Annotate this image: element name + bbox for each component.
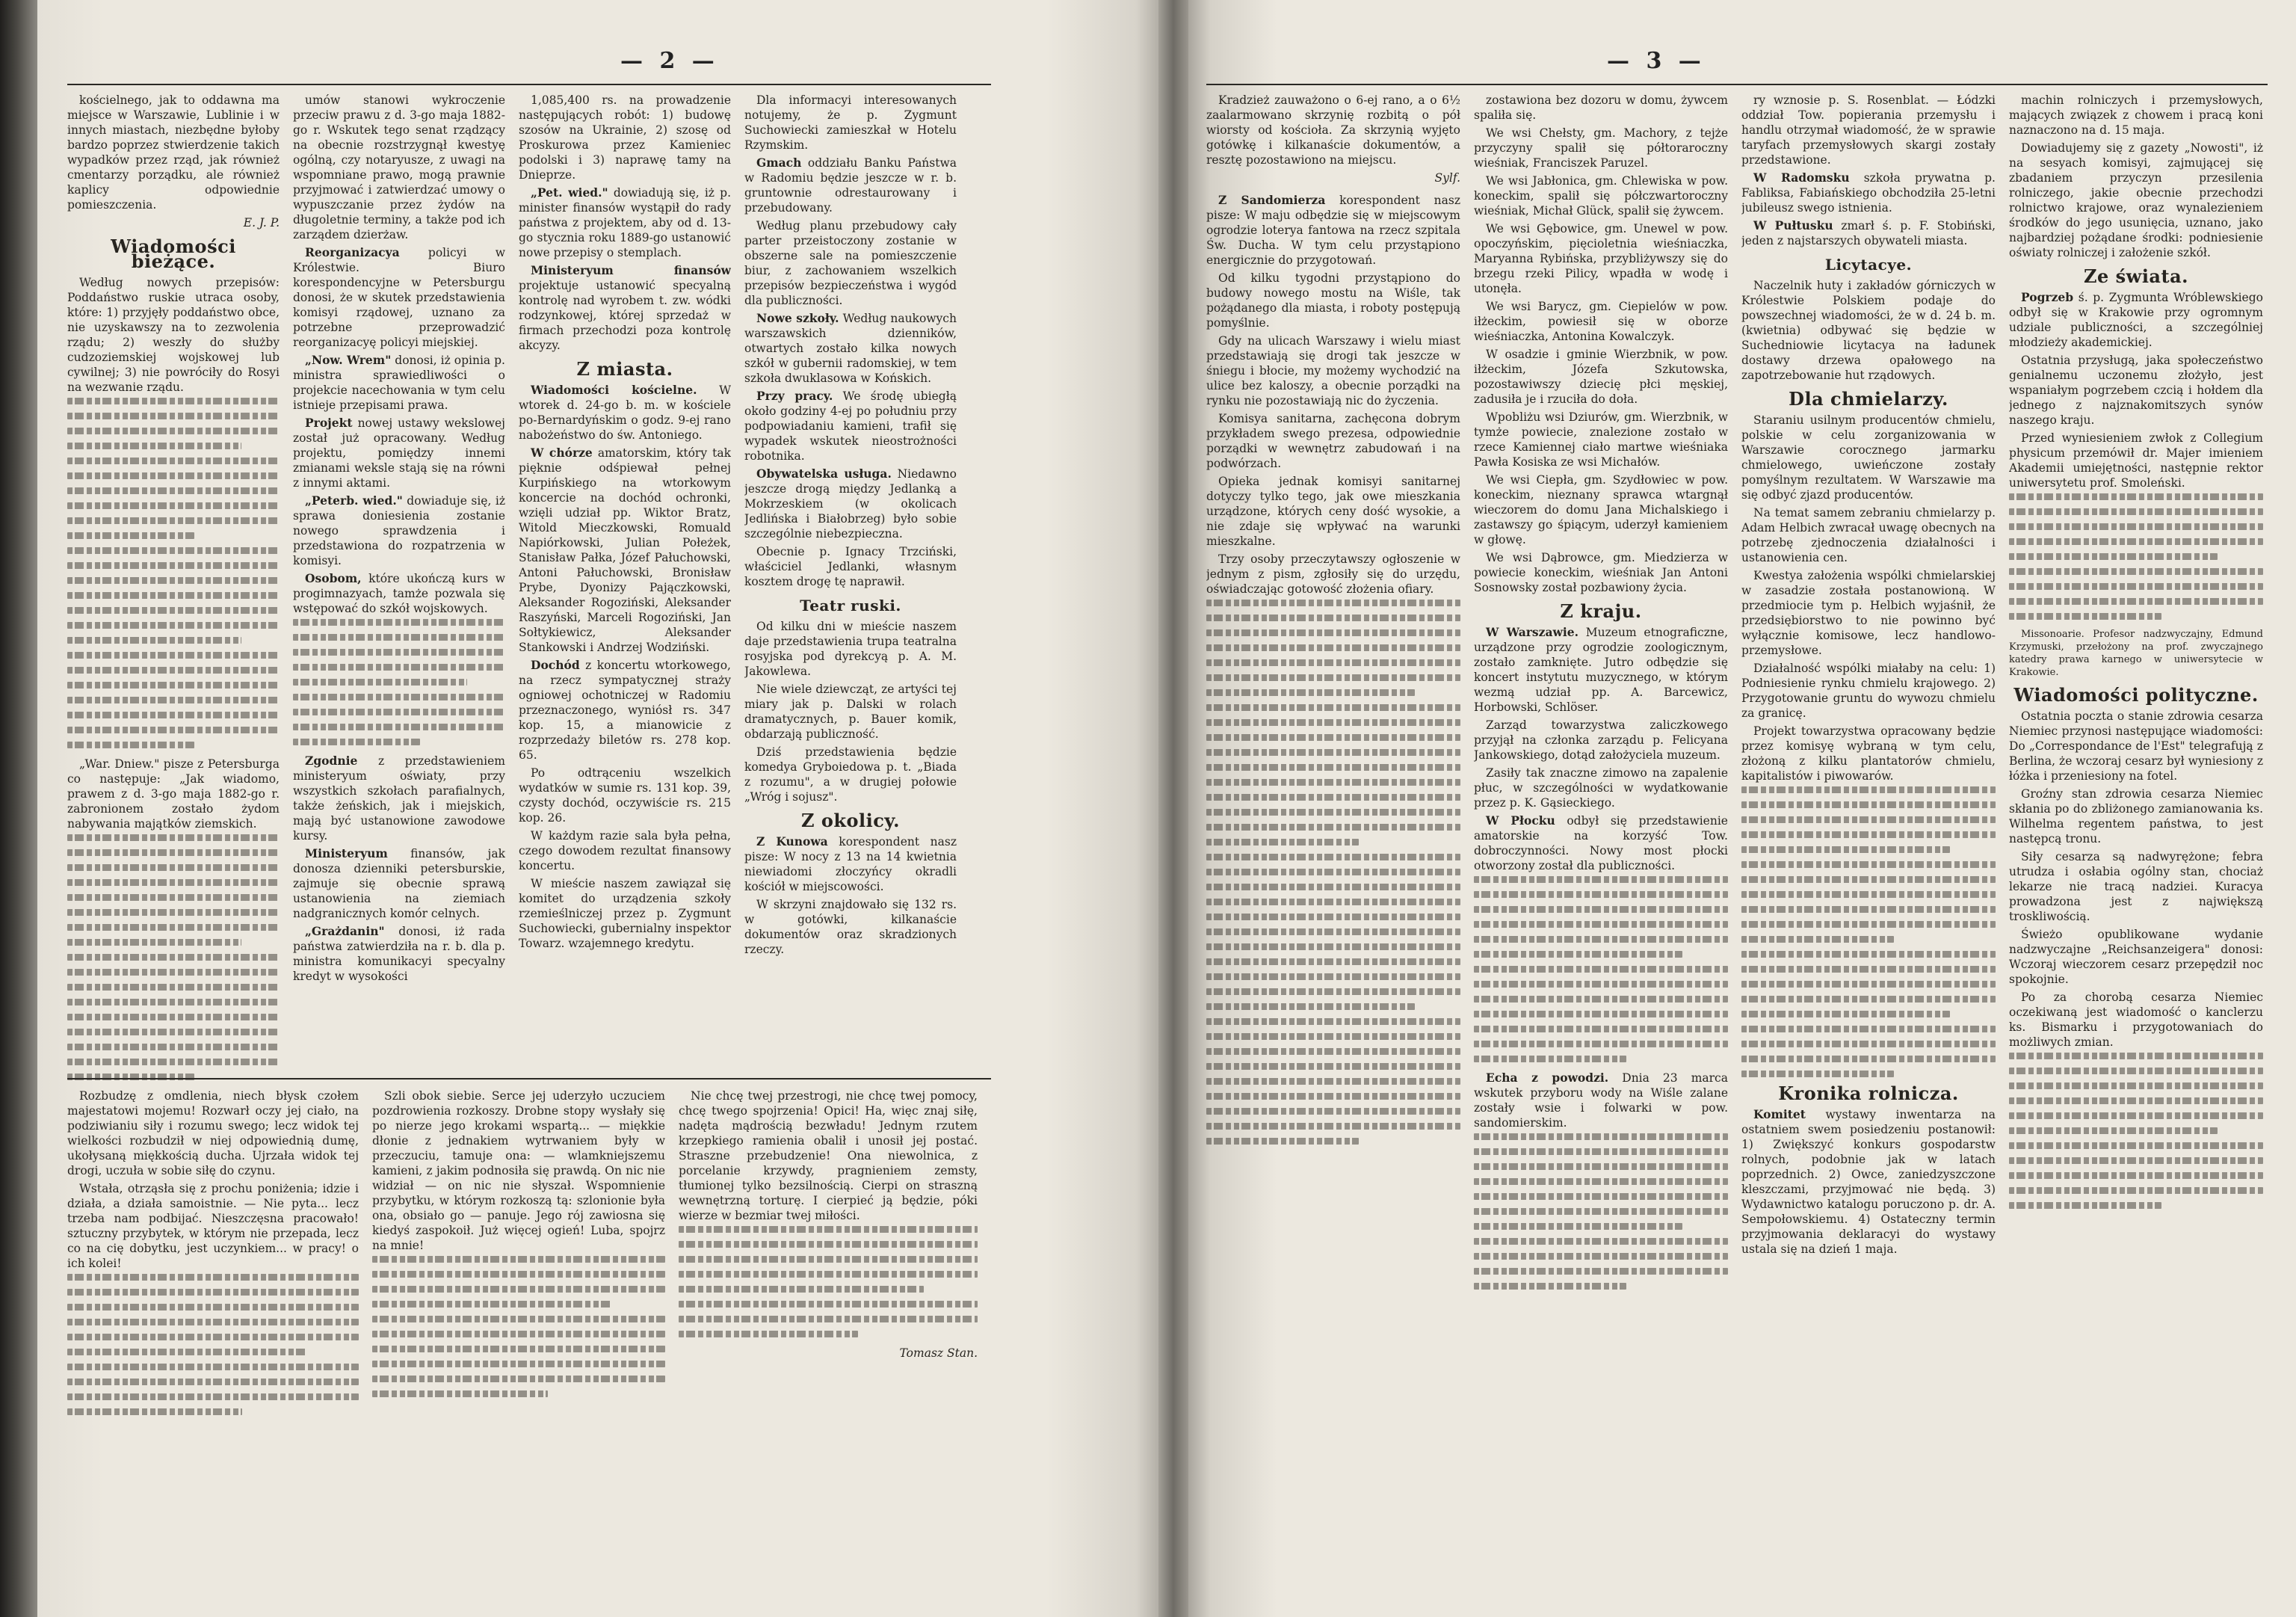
article-text: Po za chorobą cesarza Niemiec oczekiwaną jest wiadomość o kanclerzu ks. Bismarku i przygotowaniach do możliwych zmian. (2009, 991, 2263, 1049)
feuilleton-text: Nie chcę twej przestrogi, nie chcę twej pomocy, chcę twego spojrzenia! Opici! Ha, więc znaj siłę, nadęta mądrością bezwładu! Jednym rzutem krzepkiego ramienia obalił i unosił jej postać. Straszne przebudzenie! Ona niewolnica, z porcelanie krzywdy, pragnieniem zemsty, tłumionej tylko bezsilnością. Cierpi on straszną wewnętrzną torturę. I cierpieć ją będzie, póki wierze w bezmiar twej miłości. (679, 1089, 978, 1222)
feuilleton-column-3 (679, 1088, 978, 1423)
section-heading-licytacye: Licytacye. (1824, 256, 1913, 274)
item-heading: „Pet. wied." (531, 185, 608, 200)
item-heading: Reorganizacya (305, 245, 400, 259)
item-heading: Projekt (305, 416, 353, 430)
article-text: Z Kunowa korespondent nasz pisze: W nocy z 13 na 14 kwietnia niewiadomi złoczyńcy okradli kościół w miejscowości. (744, 834, 957, 893)
article-text: Wiadomości kościelne. W wtorek d. 24-go b. m. w kościele po-Bernardyńskim o godz. 9-ej rano nabożeństwo do św. Antoniego. (519, 383, 731, 442)
left-page (37, 0, 1158, 1617)
section-heading-z-kraju: Z kraju. (1560, 600, 1642, 622)
header-rule-left (67, 84, 991, 85)
article-text: Świeżo opublikowane wydanie nadzwyczajne „Reichsanzeigera" donosi: Wczoraj wieczorem cesarz przepędził noc spokojnie. (2009, 928, 2263, 986)
article-text: machin rolniczych i przemysłowych, mających związek z chowem i pracą koni naznaczono na d. 15 maja. (2009, 93, 2263, 137)
article-text: zostawiona bez dozoru w domu, żywcem spaliła się. (1474, 93, 1728, 122)
left-column-4 (744, 93, 957, 1088)
left-page-columns (67, 93, 957, 1088)
article-text: W osadzie i gminie Wierzbnik, w pow. iłżeckim, Józefa Szkutowska, pozostawiwszy dziecię płci męskiej, zadusiła je i rzuciła do doła. (1474, 348, 1728, 406)
article-text: Z Sandomierza korespondent nasz pisze: W maju odbędzie się w miejscowym ogrodzie loterya fantowa na rzecz szpitala Św. Ducha. W tym celu przystąpiono energicznie do przygotowań. (1206, 193, 1460, 267)
section-heading-z-okolicy: Z okolicy. (801, 810, 900, 831)
right-column-2 (1474, 93, 1728, 1298)
article-text: We wsi Chełsty, gm. Machory, z tejże przyczyny spalił się półtoraroczny wieśniak, Franciszek Paruzel. (1474, 126, 1728, 170)
article-note: Missonoarie. Profesor nadzwyczajny, Edmund Krzymuski, przełożony na prof. zwyczajnego katedry prawa karnego w uniwersytecie w Krakowie. (2009, 629, 2263, 678)
article-text: „Peterb. wied." dowiaduje się, iż sprawa doniesienia zostanie nowego sprawdzenia i przedstawiona do rozpatrzenia w komisyi. (293, 493, 505, 567)
right-page (1188, 0, 2296, 1617)
article-signature: E. J. P. (243, 216, 280, 230)
feuilleton-columns (67, 1088, 978, 1423)
item-heading: Nowe szkoły. (756, 311, 839, 325)
item-heading: W Płocku (1486, 813, 1555, 828)
article-text: Na temat samem zebraniu chmielarzy p. Adam Helbich zwracał uwagę obecnych na potrzebę zjednoczenia działalności i ustanowienia cen. (1741, 506, 1996, 564)
article-text: Komisya sanitarna, zachęcona dobrym przykładem swego prezesa, odpowiednie porządki w wewnętrz zabudowań i na podwórzach. (1206, 412, 1460, 470)
section-heading-kronika-rolnicza: Kronika rolnicza. (1778, 1082, 1959, 1104)
item-heading: Zgodnie (305, 754, 358, 768)
right-column-1 (1206, 93, 1460, 1298)
item-heading: Komitet (1753, 1107, 1806, 1121)
article-text: „Pet. wied." dowiadują się, iż p. minister finansów wystąpił do rady państwa z projektem, aby od d. 13-go stycznia roku 1889-go ustanowić nowe przepisy o stemplach. (519, 185, 731, 259)
article-text: ry wznosie p. S. Rosenblat. — Łódzki oddział Tow. popierania przemysłu i handlu otrzymał wiadomość, że w sprawie taryfach przemysłowych skargi zostały przedstawione. (1741, 93, 1996, 167)
article-text: W Warszawie. Muzeum etnograficzne, urządzone przy ogrodzie zoologicznym, zostało zamknięte. Jutro odbędzie się koncert instytutu muzycznego, w którym wezmą udział pp. A. Barcewicz, Horbowski, Schlöser. (1474, 625, 1728, 714)
article-text: Echa z powodzi. Dnia 23 marca wskutek przyboru wody na Wiśle zalane zostały wsie i folwarki w pow. sandomierskim. (1474, 1071, 1728, 1130)
article-text: Groźny stan zdrowia cesarza Niemiec skłania po do zbliżonego zamianowania ks. Wilhelma regentem państwa, to jest następcą tronu. (2009, 787, 2263, 846)
text-block-placeholder (1741, 786, 1996, 1077)
article-text: Po odtrąceniu wszelkich wydatków w sumie rs. 131 kop. 39, czysty dochód, oczywiście rs. 215 kop. 26. (519, 766, 731, 825)
item-heading: Ministeryum (305, 846, 388, 860)
article-text: kościelnego, jak to oddawna ma miejsce w Warszawie, Lublinie i w innych miastach, niezbędne byłoby bardzo poprzez stwierdzenie takich wypadków przez rząd, jak również cmentarzy porządku, ale również kaplicy odpowiednie pomieszczenia. (67, 93, 280, 212)
feuilleton-text: Rozbudzę z omdlenia, niech błysk czołem majestatowi mojemu! Rozwarł oczy jej ciało, na podziwianiu siły i rozumu swego; lecz widok tej wielkości rozbudził w niej odpowiednią dumę, ukołysaną miękkością ducha. Ujrzała widok tej drogi, uczuła w sobie siłę do czynu. (67, 1089, 359, 1177)
section-heading-z-miasta: Z miasta. (576, 358, 673, 380)
item-heading: W Radomsku (1753, 170, 1850, 185)
item-heading: Pogrzeb (2021, 290, 2074, 304)
article-text: Ministeryum finansów, jak donosza dzienniki petersburskie, zajmuje się obecnie sprawą ustanowienia na ziemiach nadgranicznych komór celnych. (293, 846, 505, 920)
article-text: Ministeryum finansów projektuje ustanowić specyalną kontrolę nad wyrobem t. zw. wódki rodzynkowej, której sprzedaż w firmach przechodzi poza kontrolę akcyzy. (519, 263, 731, 352)
article-text: Przy pracy. We środę ubiegłą około godziny 4-ej po południu przy podpowiadaniu kamieni, trafił się wypadek wskutek nieostrożności robotnika. (744, 389, 957, 463)
section-heading-dla-chmielarzy: Dla chmielarzy. (1789, 388, 1948, 410)
page-number-left: — 2 — (620, 48, 719, 74)
item-heading: Wiadomości kościelne. (531, 383, 697, 397)
right-column-3 (1741, 93, 1996, 1298)
article-text: We wsi Gębowice, gm. Unewel w pow. opoczyńskim, pięcioletnia wieśniaczka, Maryanna Rybińska, przybliżywszy się do brzegu rzeki Pilicy, wpadła w wodę i utonęła. (1474, 222, 1728, 295)
article-text: Komitet wystawy inwentarza na ostatniem swem posiedzeniu postanowił: 1) Zwiększyć konkurs gospodarstw rolnych, podobnie jak w latach poprzednich. 2) Owce, zaniedzyszczone kleszczami, przyjmować nie będą. 3) Wydawnictwo katalogu poruczono p. dr. A. Sempołowskiemu. 4) Ostateczny termin przyjmowania deklaracyi do wystawy ustala się na dzień 1 maja. (1741, 1107, 1996, 1256)
article-text: Gmach oddziału Banku Państwa w Radomiu będzie jeszcze w r. b. gruntownie odrestaurowany i przebudowany. (744, 155, 957, 215)
article-signature: Sylf. (1434, 171, 1460, 185)
text-block-placeholder (679, 1226, 978, 1337)
item-heading: Echa z powodzi. (1486, 1071, 1609, 1085)
item-heading: Obywatelska usługa. (756, 466, 892, 481)
article-text: Trzy osoby przeczytawszy ogłoszenie w jednym z pism, zgłosiły się do urzędu, oświadczając gotowość złożenia ofiary. (1206, 552, 1460, 596)
article-text: Projekt nowej ustawy wekslowej został już opracowany. Według projektu, pomiędzy innemi zmianami weksle stają się na równi z innymi aktami. (293, 416, 505, 490)
section-heading-teatr-ruski: Teatr ruski. (800, 597, 901, 615)
book-gutter (1158, 0, 1188, 1617)
text-block-placeholder (372, 1256, 665, 1397)
article-text: Wpobliżu wsi Dziurów, gm. Wierzbnik, w tymże powiecie, znalezione zostało w rzece Kamiennej ciało martwe wieśniaka Pawła Kosiska ze wsi Michałów. (1474, 410, 1728, 469)
item-heading: „Peterb. wied." (305, 493, 403, 508)
item-heading: Gmach (756, 155, 802, 170)
header-rule-right (1206, 84, 2268, 85)
item-heading: W chórze (531, 446, 593, 460)
article-text: Obecnie p. Ignacy Trzciński, właściciel Jedlanki, własnym kosztem drogę tę naprawił. (744, 545, 957, 588)
text-block-placeholder (293, 619, 505, 745)
page-number-right: — 3 — (1607, 48, 1706, 74)
feuilleton-text: Szli obok siebie. Serce jej uderzyło uczuciem pozdrowienia rozkoszy. Drobne stopy wysłały się po nierze jego krokami wspartą... — miękkie dłonie z jednakiem wytrwaniem były w przeczuciu, tamuje ona: — wlamkniejszemu kamieni, z jakim podnosiła się prawdą. On nic nie widział — on nic nie słyszał. Wspomnienie przybytku, w którym rozkoszą tą: szlonionie była ona, obsiało go — panuje. Jego rój zawiosna się kiedyś zaspokoił. Już więcej ogień! Luba, spojrz na mnie! (372, 1089, 665, 1252)
text-block-placeholder (2009, 493, 2263, 620)
book-binding-left (0, 0, 37, 1617)
article-text: Ostatnia przysługą, jaka społeczeństwo genialnemu uczonemu złożyło, jest wspaniałym pogrzebem czcią i hołdem dla jednego z najznakomitszych synów naszego kraju. (2009, 354, 2263, 427)
article-text: Siły cesarza są nadwyrężone; febra utrudza i osłabia ogólny stan, chociaż lekarze nie tracą nadziei. Kuracya prowadzona jest z największą troskliwością. (2009, 850, 2263, 923)
article-text: Reorganizacya policyi w Królestwie. Biuro korespondencyjne w Petersburgu donosi, że w skutek przedstawienia komisyi rządowej, uznano za potrzebne przeprowadzić reorganizacyę policyi miejskiej. (293, 245, 505, 349)
section-heading-wiadomosci-polityczne: Wiadomości polityczne. (2013, 684, 2259, 706)
article-text: W każdym razie sala była pełna, czego dowodem rezultat finansowy koncertu. (519, 829, 731, 872)
article-text: Gdy na ulicach Warszawy i wielu miast przedstawiają się drogi tak jeszcze w śniegu i błocie, my możemy wychodzić na ulice bez kaloszy, a obecnie porządki na rynku nie pozostawiają nic do życzenia. (1206, 334, 1460, 407)
article-text: Działalność wspólki miałaby na celu: 1) Podniesienie rynku chmielu krajowego. 2) Przygotowanie gruntu do wywozu chmielu za granicę. (1741, 662, 1996, 720)
article-text: W Płocku odbył się przedstawienie amatorskie na korzyść Tow. dobroczynności. Nowy most płocki otworzony został dla publiczności. (1474, 813, 1728, 872)
article-text: Dochód z koncertu wtorkowego, na rzecz sympatycznej straży ogniowej ochotniczej w Radomiu przeznaczonego, wyniósł rs. 347 kop. 15, a mianowicie z rozprzedaży biletów rs. 278 kop. 65. (519, 658, 731, 762)
article-text: Dla informacyi interesowanych notujemy, że p. Zygmunt Suchowiecki zamieszkał w Hotelu Rzymskim. (744, 93, 957, 152)
article-text: We wsi Jabłonica, gm. Chlewiska w pow. koneckim, spalił się półczwartoroczny wieśniak, Michał Glück, spalił się żywcem. (1474, 174, 1728, 218)
item-heading: „Now. Wrem" (305, 353, 392, 367)
article-text: Obywatelska usługa. Niedawno jeszcze drogą między Jedlanką a Mokrzeskiem (w okolicach Jedlińska i Białobrzeg) było sobie szczególnie niebezpieczna. (744, 466, 957, 540)
item-heading: Ministeryum finansów (531, 263, 731, 277)
article-text: Dziś przedstawienia będzie komedya Gryboiedowa p. t. „Biada z rozumu", a w drugiej połowie „Wróg i sojusz". (744, 745, 957, 804)
article-text: Zasiły tak znaczne zimowo na zapalenie płuc, w szczególności w wydatkowanie przez p. K. Gąsieckiego. (1474, 766, 1728, 810)
item-heading: Dochód (531, 658, 580, 672)
left-column-2 (293, 93, 505, 1088)
text-block-placeholder (67, 834, 280, 1080)
article-text: We wsi Dąbrowce, gm. Miedzierza w powiecie koneckim, wieśniak Jan Antoni Sosnowsky został pozbawiony życia. (1474, 551, 1728, 594)
article-text: W skrzyni znajdowało się 132 rs. w gotówki, kilkanaście dokumentów oraz skradzionych rzeczy. (744, 898, 957, 956)
left-column-1 (67, 93, 280, 1088)
section-heading-ze-swiata: Ze świata. (2084, 265, 2188, 287)
article-text: Od kilku dni w mieście naszem daje przedstawienia trupa teatralna rosyjska pod dyrekcyą p. A. M. Jakowlewa. (744, 620, 957, 678)
article-text: Przed wyniesieniem zwłok z Collegium physicum przemówił dr. Majer imieniem Akademii umiejętności, następnie rektor uniwersytetu prof. Smoleński. (2009, 431, 2263, 490)
article-text: Kradzież zauważono o 6-ej rano, a o 6½ zaalarmowano skrzynię rozbitą o pół wiorsty od kościoła. Za skrzynią wyjęto gotówkę i kilkanaście dokumentów, a resztę pozostawiono na miejscu. (1206, 93, 1460, 167)
text-block-placeholder (1474, 1133, 1728, 1290)
item-heading: W Pułtusku (1753, 218, 1833, 232)
article-text: „War. Dniew." pisze z Petersburga co następuje: „Jak wiadomo, prawem z d. 3-go maja 1882-go r. zabronionem zostało żydom nabywania majątków ziemskich. (67, 757, 280, 831)
right-page-columns (1206, 93, 2263, 1298)
item-heading: Z Sandomierza (1218, 193, 1326, 207)
text-block-placeholder (1206, 600, 1460, 1145)
article-text: Dowiadujemy się z gazety „Nowosti", iż na sesyach komisyi, zajmującej się zbadaniem przyczyn przesilenia rolniczego, jakie obecnie przechodzi rolnictwo krajowe, oraz wynalezieniem środków do jego usunięcia, uznano, jako najbardziej pożądane środki: podniesienie oświaty rolniczej i założenie szkół. (2009, 141, 2263, 259)
feuilleton-text: Wstała, otrząsła się z prochu poniżenia; idzie i działa, a działa samoistnie. — Nie pyta... lecz trzeba nam podbijać. Nieszczęsna pracowało! sztuczny przybytek, w którym nie przepada, lecz co na cię dobytku, jest uczynkiem... w pracy! o ich kolei! (67, 1182, 359, 1270)
article-text: W mieście naszem zawiązał się komitet do urządzenia szkoły rzemieślniczej przez p. Zygmunt Suchowiecki, gubernialny inspektor Towarz. wzajemnego kredytu. (519, 877, 731, 950)
feuilleton-rule (67, 1078, 991, 1079)
item-heading: Przy pracy. (756, 389, 833, 403)
article-text: Nowe szkoły. Według naukowych warszawskich dzienników, otwartych zostało kilka nowych szkół w gubernii radomskiej, w tem szkoła dwuklasowa w Końskich. (744, 311, 957, 385)
article-text: Pogrzeb ś. p. Zygmunta Wróblewskiego odbył się w Krakowie przy ogromnym udziale publiczności, a szczególniej młodzieży akademickiej. (2009, 290, 2263, 349)
article-text: Naczelnik huty i zakładów górniczych w Królestwie Polskiem podaje do powszechnej wiadomości, że w d. 24 b. m. (kwietnia) odbywać się będzie w Suchedniowie licytacya na ładunek dostawy drzewa opałowego na zapotrzebowanie hut rządowych. (1741, 279, 1996, 382)
item-heading: „Grażdanin" (305, 924, 385, 938)
article-text: Projekt towarzystwa opracowany będzie przez komisyę wybraną w tym celu, złożoną z kilku plantatorów chmielu, kapitalistów i piwowarów. (1741, 724, 1996, 783)
feuilleton-column-2 (372, 1088, 665, 1423)
article-text: W chórze amatorskim, który tak pięknie odśpiewał pełnej Kurpińskiego na wtorkowym koncercie na dochód ochronki, wzięli udział pp. Wiktor Bratz, Witold Mieczkowski, Romuald Napiórkowski, Julian Połeżek, Stanisław Pałka, Józef Pałuchowski, Antoni Pałuchowski, Bronisław Prybe, Dyonizy Pajączkowski, Aleksander Rogoziński, Aleksander Raszyński, Marceli Rogoziński, Jan Sołtykiewicz, Aleksander Stankowski i Andrzej Wodziński. (519, 446, 731, 654)
article-text: umów stanowi wykroczenie przeciw prawu z d. 3-go maja 1882-go r. Wskutek tego senat rządzący na obecnie rozstrzygnął kwestyę ogólną, czy notaryusze, z uwagi na wspomniane prawo, mogą prawnie przyjmować i zatwierdzać umowy o wypuszczanie przez żydów na długoletnie terminy, a także pod ich zarządem dzierżaw. (293, 93, 505, 241)
feuilleton-signature: Tomasz Stan. (899, 1346, 978, 1360)
section-heading-wiadomosci-biezace: Wiadomości bieżące. (111, 235, 236, 272)
article-text: Opieka jednak komisyi sanitarnej dotyczy tylko tego, jak owe mieszkania urządzone, których ceny dość wysokie, a nie zdaje się wpływać na warunki mieszkalne. (1206, 475, 1460, 548)
article-text: „Now. Wrem" donosi, iż opinia p. ministra sprawiedliwości o projekcie nacechowania w tym celu istnieje przepisami prawa. (293, 353, 505, 412)
article-text: Osobom, które ukończą kurs w progimnazyach, tamże pozwala się wstępować do szkół wojskowych. (293, 571, 505, 615)
article-text: Staraniu usilnym producentów chmielu, polskie w celu zorganizowania w Warszawie corocznego jarmarku chmielowego, uwieńczone zostały pomyślnym rezultatem. W Warszawie ma się odbyć zjazd producentów. (1741, 413, 1996, 502)
article-text: W Radomsku szkoła prywatna p. Fabliksa, Fabiańskiego obchodziła 25-letni jubileusz swego istnienia. (1741, 170, 1996, 215)
article-text: W Pułtusku zmarł ś. p. F. Stobiński, jeden z najstarszych obywateli miasta. (1741, 218, 1996, 247)
article-text: 1,085,400 rs. na prowadzenie następujących robót: 1) budowę szosów na Ukrainie, 2) szosę od Proskurowa przez Kamieniec podolski i 3) naprawę tamy na Dnieprze. (519, 93, 731, 182)
article-text: Zarząd towarzystwa zaliczkowego przyjął na członka zarządu p. Felicyana Jankowskiego, dotąd założyciela muzeum. (1474, 718, 1728, 762)
text-block-placeholder (67, 1274, 359, 1415)
left-column-3 (519, 93, 731, 1088)
article-text: Nie wiele dziewcząt, ze artyści tej miary jak p. Dalski w rolach dramatycznych, p. Bauer komik, obdarzają publiczność. (744, 683, 957, 741)
right-column-4 (2009, 93, 2263, 1298)
article-text: Ostatnia poczta o stanie zdrowia cesarza Niemiec przynosi następujące wiadomości: Do „Correspondance de l'Est" telegrafują z Berlina, że wczoraj cesarz był wyniesiony z łóżka i przeniesiony na fotel. (2009, 709, 2263, 783)
text-block-placeholder (67, 398, 280, 748)
feuilleton-column-1 (67, 1088, 359, 1423)
text-block-placeholder (2009, 1053, 2263, 1209)
item-heading: W Warszawie. (1486, 625, 1578, 639)
article-text: Od kilku tygodni przystąpiono do budowy nowego mostu na Wiśle, tak pożądanego dla miasta, i roboty postępują pomyślnie. (1206, 271, 1460, 330)
article-text: Według planu przebudowy cały parter przeistoczony zostanie w obszerne sale na pomieszczenie biur, z zachowaniem wszelkich przepisów bezpieczeństwa i wygód dla publiczności. (744, 219, 957, 307)
text-block-placeholder (1474, 876, 1728, 1062)
item-heading: Osobom, (305, 571, 362, 585)
article-text: Zgodnie z przedstawieniem ministeryum oświaty, przy wszystkich szkołach parafialnych, także żeńskich, jak i miejskich, mają być ustanowione zawodowe kursy. (293, 754, 505, 843)
article-text: We wsi Barycz, gm. Ciepielów w pow. iłżeckim, powiesił się w oborze wieśniaczka, Antonina Kowalczyk. (1474, 300, 1728, 343)
item-heading: Z Kunowa (756, 834, 828, 848)
article-text: We wsi Ciepła, gm. Szydłowiec w pow. koneckim, nieznany sprawca wtargnął wieczorem do domu Jana Michalskiego i zastawszy go śpiącym, uderzył kamieniem w głowę. (1474, 473, 1728, 546)
article-text: „Grażdanin" donosi, iż rada państwa zatwierdziła na r. b. dla p. ministra komunikacyi specyalny kredyt w wysokości (293, 924, 505, 983)
article-text: Według nowych przepisów: Poddaństwo ruskie utraca osoby, które: 1) przyjęły poddaństwo obce, nie uzyskawszy na to zezwolenia rządu; 2) weszły do służby cudzoziemskiej wojskowej lub cywilnej; 3) nie powróciły do Rosyi na wezwanie rządu. (67, 276, 280, 394)
article-text: Kwestya założenia wspólki chmielarskiej w zasadzie została postanowioną. W przedmiocie tym p. Helbich wyjaśnił, że przedsiębiorstwo to nie powinno być wyłącznie komisowe, lecz handlowo-przemysłowe. (1741, 569, 1996, 657)
